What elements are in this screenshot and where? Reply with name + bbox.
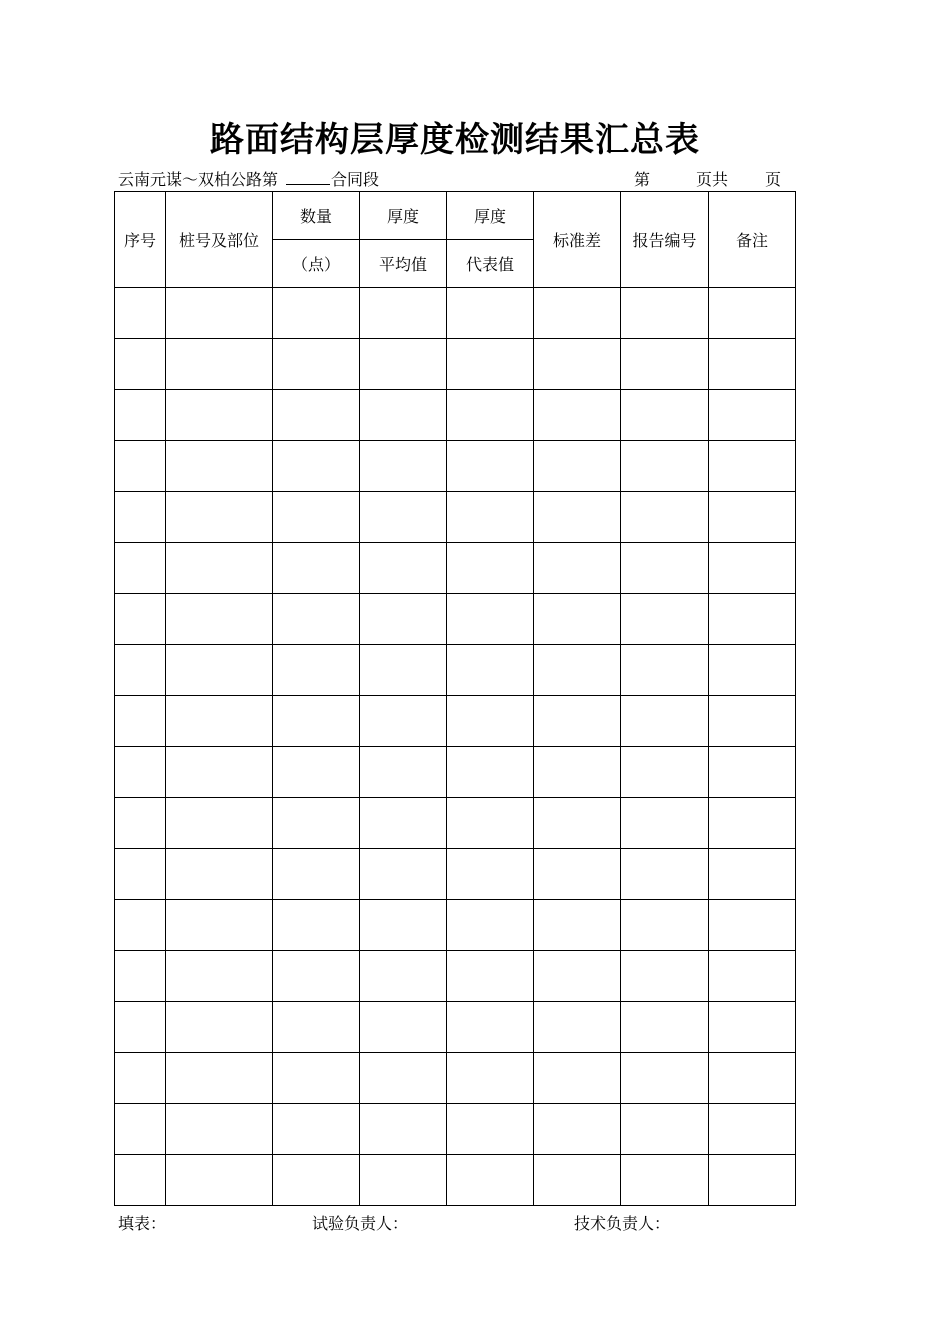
table-cell[interactable] (115, 645, 166, 696)
header-report: 报告编号 (621, 192, 709, 288)
table-cell[interactable] (447, 441, 534, 492)
header-count-top: 数量 (273, 192, 360, 240)
table-cell[interactable] (534, 288, 621, 339)
table-cell[interactable] (115, 1155, 166, 1206)
page-ye-gong-label: 页共 (696, 170, 729, 189)
table-cell[interactable] (709, 543, 796, 594)
table-cell[interactable] (273, 492, 360, 543)
table-cell[interactable] (115, 849, 166, 900)
project-line (118, 167, 379, 190)
table-cell[interactable] (534, 1002, 621, 1053)
table-row (115, 441, 796, 492)
table-cell[interactable] (360, 492, 447, 543)
table-cell[interactable] (534, 798, 621, 849)
table-cell[interactable] (115, 492, 166, 543)
table-cell[interactable] (166, 543, 273, 594)
table-cell[interactable] (273, 747, 360, 798)
footer-tech-lead: 技术负责人： (574, 1214, 671, 1233)
table-cell[interactable] (273, 798, 360, 849)
table-cell[interactable] (115, 951, 166, 1002)
table-cell[interactable] (166, 492, 273, 543)
table-cell[interactable] (273, 849, 360, 900)
table-cell[interactable] (360, 900, 447, 951)
table-cell[interactable] (621, 492, 709, 543)
table-cell[interactable] (273, 594, 360, 645)
table-cell[interactable] (166, 951, 273, 1002)
table-cell[interactable] (534, 390, 621, 441)
header-avg-top: 厚度 (360, 192, 447, 240)
table-cell[interactable] (621, 441, 709, 492)
table-cell[interactable] (447, 594, 534, 645)
table-cell[interactable] (709, 390, 796, 441)
table-cell[interactable] (360, 951, 447, 1002)
table-cell[interactable] (115, 1053, 166, 1104)
table-cell[interactable] (166, 390, 273, 441)
table-row (115, 1002, 796, 1053)
table-cell[interactable] (166, 1053, 273, 1104)
table-cell[interactable] (273, 645, 360, 696)
table-cell[interactable] (115, 900, 166, 951)
table-cell[interactable] (360, 747, 447, 798)
table-cell[interactable] (709, 1155, 796, 1206)
table-cell[interactable] (273, 900, 360, 951)
table-cell[interactable] (447, 696, 534, 747)
table-cell[interactable] (447, 900, 534, 951)
table-cell[interactable] (621, 645, 709, 696)
table-cell[interactable] (273, 951, 360, 1002)
table-cell[interactable] (273, 441, 360, 492)
table-cell[interactable] (534, 441, 621, 492)
table-row (115, 1104, 796, 1155)
table-cell[interactable] (273, 1053, 360, 1104)
table-cell[interactable] (447, 543, 534, 594)
table-cell[interactable] (534, 1053, 621, 1104)
footer-test-lead: 试验负责人： (312, 1214, 409, 1233)
header-seq: 序号 (115, 192, 166, 288)
table-cell[interactable] (273, 696, 360, 747)
table-cell[interactable] (447, 390, 534, 441)
table-cell[interactable] (273, 1104, 360, 1155)
table-cell[interactable] (447, 1104, 534, 1155)
table-cell[interactable] (273, 1155, 360, 1206)
table-cell[interactable] (115, 339, 166, 390)
table-cell[interactable] (621, 951, 709, 1002)
contract-section-blank[interactable] (286, 170, 330, 185)
table-cell[interactable] (447, 951, 534, 1002)
table-cell[interactable] (447, 645, 534, 696)
table-cell[interactable] (360, 849, 447, 900)
table-cell[interactable] (534, 339, 621, 390)
table-row (115, 288, 796, 339)
table-cell[interactable] (709, 900, 796, 951)
table-cell[interactable] (709, 951, 796, 1002)
table-cell[interactable] (447, 492, 534, 543)
project-suffix: 合同段 (331, 170, 380, 189)
table-cell[interactable] (447, 288, 534, 339)
header-station: 桩号及部位 (166, 192, 273, 288)
header-remark: 备注 (709, 192, 796, 288)
header-count-bottom: （点） (273, 240, 360, 288)
table-cell[interactable] (166, 339, 273, 390)
table-cell[interactable] (447, 849, 534, 900)
table-cell[interactable] (709, 747, 796, 798)
table-cell[interactable] (534, 951, 621, 1002)
table-cell[interactable] (447, 1002, 534, 1053)
header-rep-bottom: 代表值 (447, 240, 534, 288)
table-cell[interactable] (115, 594, 166, 645)
table-cell[interactable] (534, 492, 621, 543)
table-row (115, 339, 796, 390)
table-cell[interactable] (166, 441, 273, 492)
table-cell[interactable] (115, 543, 166, 594)
table-cell[interactable] (709, 1053, 796, 1104)
footer-filler: 填表： (118, 1214, 167, 1233)
table-cell[interactable] (166, 594, 273, 645)
header-avg-bottom: 平均值 (360, 240, 447, 288)
table-cell[interactable] (115, 390, 166, 441)
table-cell[interactable] (273, 288, 360, 339)
table-cell[interactable] (360, 798, 447, 849)
table-cell[interactable] (621, 1155, 709, 1206)
table-cell[interactable] (534, 645, 621, 696)
table-cell[interactable] (534, 1104, 621, 1155)
table-cell[interactable] (166, 798, 273, 849)
table-cell[interactable] (534, 543, 621, 594)
table-row (115, 1155, 796, 1206)
header-rep-top: 厚度 (447, 192, 534, 240)
table-cell[interactable] (166, 288, 273, 339)
table-row (115, 543, 796, 594)
table-cell[interactable] (534, 1155, 621, 1206)
table-cell[interactable] (360, 441, 447, 492)
table-row (115, 747, 796, 798)
table-cell[interactable] (534, 594, 621, 645)
table-cell[interactable] (115, 288, 166, 339)
table-cell[interactable] (447, 1155, 534, 1206)
table-cell[interactable] (115, 747, 166, 798)
table-cell[interactable] (621, 696, 709, 747)
header-std: 标准差 (534, 192, 621, 288)
table-row (115, 900, 796, 951)
table-cell[interactable] (360, 288, 447, 339)
table-cell[interactable] (166, 645, 273, 696)
table-body (115, 192, 796, 1206)
document-title: 路面结构层厚度检测结果汇总表 (210, 120, 700, 160)
table-cell[interactable] (621, 849, 709, 900)
table-cell[interactable] (273, 1002, 360, 1053)
project-prefix: 云南元谋～双柏公路第 (118, 170, 279, 189)
table-cell[interactable] (621, 594, 709, 645)
table-cell[interactable] (360, 1104, 447, 1155)
table-row (115, 951, 796, 1002)
table-cell[interactable] (115, 696, 166, 747)
table-cell[interactable] (621, 1053, 709, 1104)
table-cell[interactable] (273, 543, 360, 594)
table-cell[interactable] (360, 1002, 447, 1053)
table-cell[interactable] (621, 1002, 709, 1053)
table-cell[interactable] (709, 1104, 796, 1155)
table-row (115, 390, 796, 441)
header-row-top (115, 192, 796, 240)
table-cell[interactable] (709, 849, 796, 900)
table-row (115, 849, 796, 900)
table-cell[interactable] (360, 543, 447, 594)
table-cell[interactable] (709, 492, 796, 543)
table-cell[interactable] (166, 1104, 273, 1155)
table-row (115, 492, 796, 543)
table-cell[interactable] (621, 543, 709, 594)
table-cell[interactable] (360, 1155, 447, 1206)
table-cell[interactable] (709, 696, 796, 747)
table-cell[interactable] (166, 696, 273, 747)
table-cell[interactable] (447, 798, 534, 849)
page-di-label: 第 (634, 170, 651, 189)
table-row (115, 594, 796, 645)
table-cell[interactable] (115, 798, 166, 849)
table-cell[interactable] (709, 594, 796, 645)
table-row (115, 696, 796, 747)
table-cell[interactable] (709, 339, 796, 390)
table-cell[interactable] (360, 645, 447, 696)
table-cell[interactable] (534, 849, 621, 900)
table-cell[interactable] (447, 1053, 534, 1104)
table-cell[interactable] (621, 390, 709, 441)
table-cell[interactable] (709, 645, 796, 696)
table-cell[interactable] (709, 1002, 796, 1053)
table-cell[interactable] (115, 1002, 166, 1053)
table-cell[interactable] (621, 900, 709, 951)
table-cell[interactable] (447, 339, 534, 390)
table-cell[interactable] (360, 390, 447, 441)
table-row (115, 798, 796, 849)
table-cell[interactable] (273, 390, 360, 441)
table-cell[interactable] (709, 798, 796, 849)
table-cell[interactable] (534, 696, 621, 747)
thickness-summary-table (114, 191, 796, 1206)
table-cell[interactable] (273, 339, 360, 390)
table-cell[interactable] (166, 1155, 273, 1206)
table-cell[interactable] (621, 1104, 709, 1155)
table-cell[interactable] (621, 798, 709, 849)
table-cell[interactable] (166, 900, 273, 951)
table-cell[interactable] (166, 747, 273, 798)
table-cell[interactable] (166, 849, 273, 900)
table-row (115, 1053, 796, 1104)
table-cell[interactable] (621, 339, 709, 390)
table-cell[interactable] (360, 339, 447, 390)
table-cell[interactable] (360, 696, 447, 747)
table-cell[interactable] (115, 1104, 166, 1155)
table-cell[interactable] (621, 747, 709, 798)
table-cell[interactable] (709, 441, 796, 492)
table-cell[interactable] (360, 1053, 447, 1104)
table-cell[interactable] (534, 900, 621, 951)
table-cell[interactable] (534, 747, 621, 798)
table-cell[interactable] (115, 441, 166, 492)
table-row (115, 645, 796, 696)
table-cell[interactable] (447, 747, 534, 798)
page-ye-label: 页 (765, 170, 782, 189)
table-cell[interactable] (621, 288, 709, 339)
table-cell[interactable] (709, 288, 796, 339)
table-cell[interactable] (360, 594, 447, 645)
table-cell[interactable] (166, 1002, 273, 1053)
